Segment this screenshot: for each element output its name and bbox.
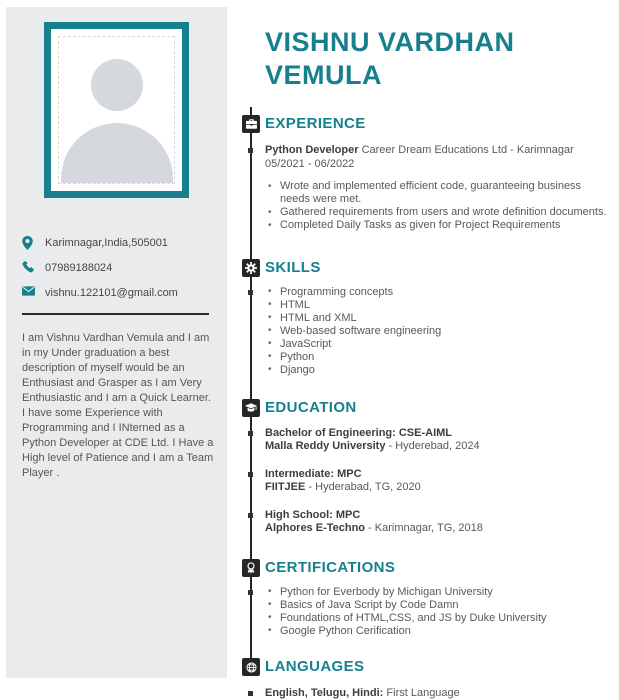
degree: High School: MPC bbox=[265, 508, 361, 521]
skill-item: • JavaScript bbox=[265, 338, 610, 351]
contact-info bbox=[22, 236, 227, 300]
briefcase-icon bbox=[242, 115, 260, 133]
degree: Bachelor of Engineering: CSE-AIML bbox=[265, 426, 453, 439]
language-names: English, Telugu, Hindi: bbox=[265, 687, 384, 699]
certification-item: • Python for Everbody by Michigan University bbox=[265, 586, 610, 599]
experience-title: EXPERIENCE bbox=[265, 115, 366, 132]
contact-phone bbox=[22, 261, 227, 275]
contact-location bbox=[22, 236, 227, 250]
section-languages bbox=[240, 658, 610, 700]
profile-summary: I am Vishnu Vardhan Vemula and I am in my Under graduation a best description of myself would be an Enthusiast and Grasper as I am Very Enthusiastic and I am a Quick Learner. I have some Experience with Programming and I INterned as a Python Developer at CDE Ltd. I Have a High level of Patience and I am a Team Player . bbox=[22, 332, 214, 479]
experience-bullet: • Completed Daily Tasks as given for Project Requirements bbox=[265, 219, 610, 232]
school-detail: - Karimnagar, TG, 2018 bbox=[365, 521, 483, 534]
email-icon bbox=[22, 286, 35, 300]
name-line-1: VISHNU VARDHAN bbox=[265, 27, 515, 57]
experience-bullet-list bbox=[265, 180, 610, 232]
skill-item: • Django bbox=[265, 364, 610, 377]
section-skills bbox=[240, 259, 610, 377]
experience-bullet: • Gathered requirements from users and wrote definition documents. bbox=[265, 206, 610, 219]
skill-item: • Web-based software engineering bbox=[265, 325, 610, 338]
certification-item: • Basics of Java Script by Code Damn bbox=[265, 599, 610, 612]
gear-icon bbox=[242, 259, 260, 277]
contact-email bbox=[22, 286, 227, 300]
certification-item: • Foundations of HTML,CSS, and JS by Duke University bbox=[265, 612, 610, 625]
job-dates: 05/2021 - 06/2022 bbox=[265, 158, 355, 170]
languages-title: LANGUAGES bbox=[265, 658, 365, 675]
sidebar-divider bbox=[22, 313, 209, 315]
school: FIITJEE bbox=[265, 480, 306, 493]
section-certifications bbox=[240, 559, 610, 638]
degree: Intermediate: MPC bbox=[265, 467, 362, 480]
graduation-cap-icon bbox=[242, 399, 260, 417]
language-entry bbox=[265, 687, 610, 700]
school-detail: - Hyderebad, 2024 bbox=[385, 439, 480, 452]
job-role: Python Developer bbox=[265, 144, 359, 156]
school: Malla Reddy University bbox=[265, 439, 386, 452]
profile-photo-frame bbox=[44, 22, 189, 198]
avatar-head-shape bbox=[91, 59, 143, 111]
section-education bbox=[240, 399, 610, 535]
certification-item: • Google Python Cerification bbox=[265, 625, 610, 638]
school: Alphores E-Techno bbox=[265, 521, 366, 534]
education-title: EDUCATION bbox=[265, 398, 357, 416]
skills-title: SKILLS bbox=[265, 259, 321, 276]
section-experience bbox=[240, 115, 610, 232]
ribbon-icon bbox=[242, 559, 260, 577]
experience-bullet: • Wrote and implemented efficient code, guaranteeing business needs were met. bbox=[265, 180, 610, 206]
job-company: Career Dream Educations Ltd - Karimnagar bbox=[358, 144, 574, 156]
certifications-list bbox=[265, 586, 610, 638]
certifications-title: CERTIFICATIONS bbox=[265, 558, 396, 576]
sidebar bbox=[6, 7, 227, 678]
education-entry bbox=[265, 427, 610, 453]
skill-item: • HTML and XML bbox=[265, 312, 610, 325]
skill-item: • HTML bbox=[265, 299, 610, 312]
candidate-name bbox=[265, 26, 619, 92]
contact-phone-text: 07989188024 bbox=[45, 262, 113, 274]
phone-icon bbox=[22, 261, 35, 275]
language-level: First Language bbox=[383, 687, 460, 699]
contact-location-text: Karimnagar,India,505001 bbox=[45, 237, 168, 249]
education-entry bbox=[265, 468, 610, 494]
contact-email-text: vishnu.122101@gmail.com bbox=[45, 287, 178, 299]
avatar bbox=[58, 36, 175, 184]
avatar-shoulders-shape bbox=[61, 123, 173, 184]
location-pin-icon bbox=[22, 236, 35, 250]
globe-icon bbox=[242, 658, 260, 676]
experience-entry bbox=[265, 144, 610, 171]
main-column bbox=[240, 0, 619, 700]
skill-item: • Programming concepts bbox=[265, 286, 610, 299]
skill-item: • Python bbox=[265, 351, 610, 364]
skills-list bbox=[265, 286, 610, 377]
name-line-2: VEMULA bbox=[265, 60, 382, 90]
school-detail: - Hyderabad, TG, 2020 bbox=[305, 480, 421, 493]
education-entry bbox=[265, 509, 610, 535]
